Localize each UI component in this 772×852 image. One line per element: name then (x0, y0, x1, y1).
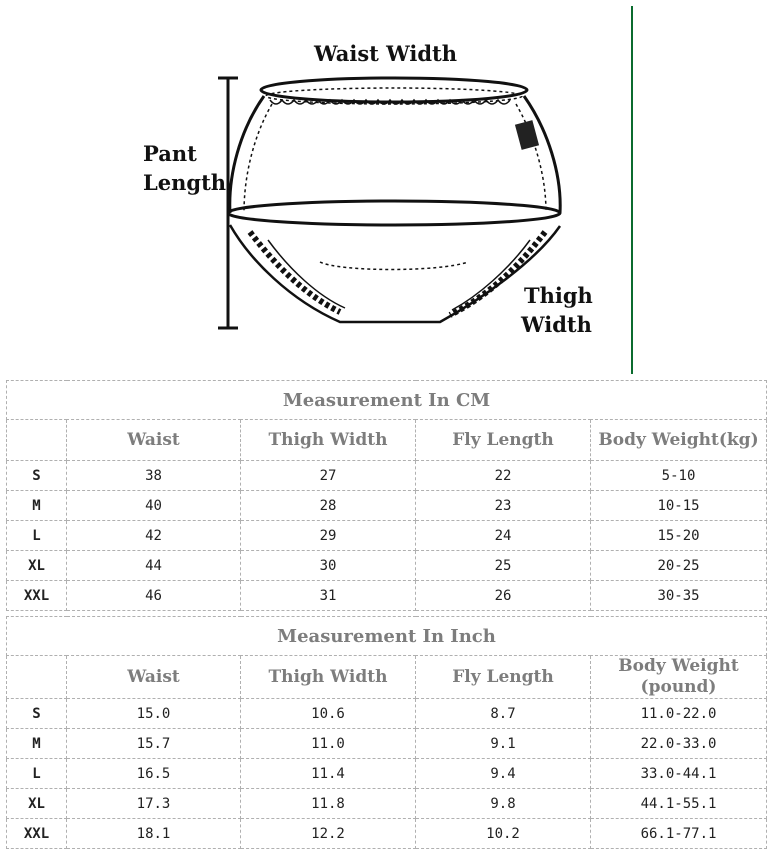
value-cell: 28 (241, 491, 416, 521)
divider-line (631, 6, 633, 374)
value-cell: 15-20 (591, 521, 767, 551)
size-cell: M (7, 729, 67, 759)
value-cell: 31 (241, 581, 416, 611)
value-cell: 33.0-44.1 (591, 759, 767, 789)
value-cell: 11.0 (241, 729, 416, 759)
value-cell: 22 (416, 461, 591, 491)
size-cell: M (7, 491, 67, 521)
size-cell: S (7, 699, 67, 729)
size-cell: S (7, 461, 67, 491)
value-cell: 20-25 (591, 551, 767, 581)
value-cell: 29 (241, 521, 416, 551)
inch-table-title: Measurement In Inch (7, 617, 767, 656)
value-cell: 12.2 (241, 819, 416, 849)
value-cell: 40 (67, 491, 241, 521)
header-thigh-width: Thigh Width (241, 420, 416, 461)
value-cell: 24 (416, 521, 591, 551)
table-row (7, 759, 767, 789)
cm-table-title: Measurement In CM (7, 381, 767, 420)
table-row (7, 699, 767, 729)
header-body-weight: Body Weight(kg) (591, 420, 767, 461)
size-cell: L (7, 759, 67, 789)
size-cell: XL (7, 789, 67, 819)
table-row (7, 491, 767, 521)
value-cell: 66.1-77.1 (591, 819, 767, 849)
value-cell: 9.1 (416, 729, 591, 759)
header-fly-length: Fly Length (416, 656, 591, 699)
header-cell (7, 420, 67, 461)
size-cell: XL (7, 551, 67, 581)
value-cell: 16.5 (67, 759, 241, 789)
value-cell: 10-15 (591, 491, 767, 521)
table-row (7, 789, 767, 819)
value-cell: 9.4 (416, 759, 591, 789)
pant-length-label-line1: Pant (143, 141, 197, 166)
value-cell: 30 (241, 551, 416, 581)
value-cell: 46 (67, 581, 241, 611)
size-cell: XXL (7, 819, 67, 849)
size-cell: XXL (7, 581, 67, 611)
value-cell: 15.7 (67, 729, 241, 759)
table-row (7, 581, 767, 611)
value-cell: 5-10 (591, 461, 767, 491)
value-cell: 15.0 (67, 699, 241, 729)
value-cell: 44 (67, 551, 241, 581)
size-cell: L (7, 521, 67, 551)
header-waist: Waist (67, 420, 241, 461)
value-cell: 22.0-33.0 (591, 729, 767, 759)
value-cell: 8.7 (416, 699, 591, 729)
value-cell: 23 (416, 491, 591, 521)
pant-length-label-line2: Length (143, 170, 227, 195)
header-waist: Waist (67, 656, 241, 699)
value-cell: 10.6 (241, 699, 416, 729)
measurement-inch-table (6, 616, 767, 849)
value-cell: 9.8 (416, 789, 591, 819)
value-cell: 25 (416, 551, 591, 581)
header-body-weight: Body Weight (pound) (591, 656, 767, 699)
value-cell: 10.2 (416, 819, 591, 849)
value-cell: 11.0-22.0 (591, 699, 767, 729)
thigh-width-label-line2: Width (521, 312, 592, 337)
table-row (7, 461, 767, 491)
value-cell: 17.3 (67, 789, 241, 819)
waist-width-label: Waist Width (314, 41, 458, 66)
value-cell: 18.1 (67, 819, 241, 849)
value-cell: 27 (241, 461, 416, 491)
value-cell: 11.4 (241, 759, 416, 789)
value-cell: 44.1-55.1 (591, 789, 767, 819)
table-row (7, 521, 767, 551)
value-cell: 11.8 (241, 789, 416, 819)
header-thigh-width: Thigh Width (241, 656, 416, 699)
table-row (7, 551, 767, 581)
table-row (7, 729, 767, 759)
header-fly-length: Fly Length (416, 420, 591, 461)
table-row (7, 819, 767, 849)
value-cell: 26 (416, 581, 591, 611)
value-cell: 42 (67, 521, 241, 551)
size-diagram (0, 0, 772, 378)
thigh-width-label-line1: Thigh (524, 283, 593, 308)
header-cell (7, 656, 67, 699)
value-cell: 38 (67, 461, 241, 491)
measurement-cm-table (6, 380, 767, 611)
value-cell: 30-35 (591, 581, 767, 611)
